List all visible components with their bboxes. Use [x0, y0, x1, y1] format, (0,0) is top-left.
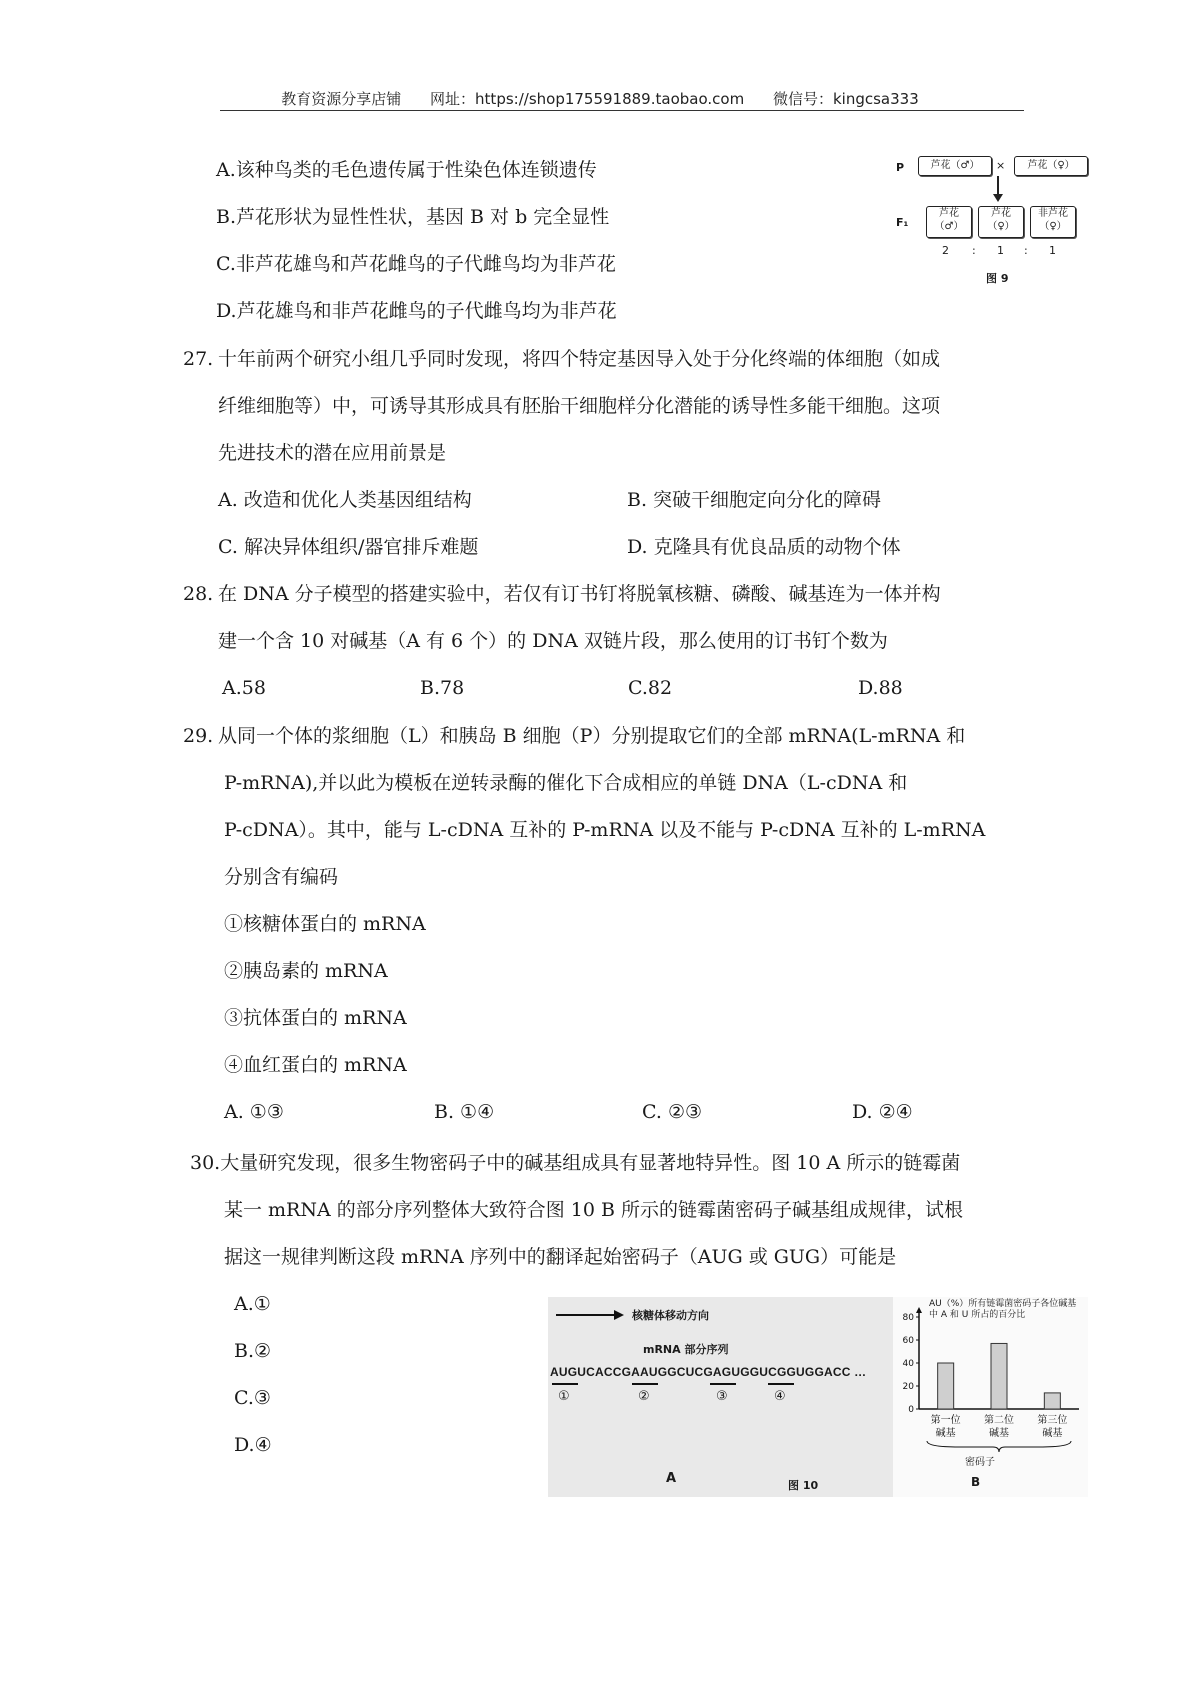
chart-bar [991, 1343, 1007, 1409]
q27-option-b: B. 突破干细胞定向分化的障碍 [627, 489, 882, 511]
q28-option-b: B.78 [420, 677, 465, 699]
fig9-ratio-sep-1: : [972, 244, 976, 257]
fig9-ratio-1: 2 [942, 244, 949, 257]
chart-title: AU（%）所有链霉菌密码子各位碱基中 A 和 U 所占的百分比 [929, 1299, 1077, 1320]
q27-line-1: 十年前两个研究小组几乎同时发现，将四个特定基因导入处于分化终端的体细胞（如成 [218, 348, 941, 370]
q29-option-d: D. ②④ [852, 1101, 913, 1123]
fig9-down-arrow-icon [988, 174, 1008, 204]
chart-x-label: 密码子 [965, 1457, 995, 1468]
fig10-codon-underline-2 [632, 1383, 658, 1385]
q30-line-3: 据这一规律判断这段 mRNA 序列中的翻译起始密码子（AUG 或 GUG）可能是 [224, 1246, 897, 1268]
chart-category-label: 第一位 [930, 1415, 961, 1426]
chart-category-label-line2: 碱基 [989, 1428, 1009, 1439]
q29-option-a: A. ①③ [224, 1101, 284, 1123]
fig9-child-2-top: 芦花 [991, 208, 1011, 219]
fig9-caption: 图 9 [986, 272, 1009, 285]
fig10-panel-a-label: A [666, 1471, 677, 1486]
chart-y-tick-label: 20 [902, 1382, 914, 1392]
fig10-panel-b [893, 1297, 1088, 1497]
fig9-parent-female: 芦花（♀） [1014, 156, 1088, 176]
chart-bar [938, 1363, 954, 1409]
chart-y-tick-label: 40 [902, 1359, 914, 1369]
fig9-child-3 [1030, 206, 1076, 238]
q28-option-a: A.58 [222, 677, 266, 699]
q27-option-c: C. 解决异体组织/器官排斥难题 [218, 536, 479, 558]
fig10-mark-1: ① [558, 1389, 570, 1404]
chart-category-label-line2: 碱基 [1042, 1428, 1063, 1439]
q26-option-b: B.芦花形状为显性性状，基因 B 对 b 完全显性 [216, 206, 610, 228]
fig10-mark-3: ③ [716, 1389, 728, 1404]
fig9-child-2-bottom: （♀） [987, 221, 1015, 232]
q29-option-c: C. ②③ [642, 1101, 703, 1123]
fig9-parent-male: 芦花（♂） [918, 156, 992, 176]
header-wechat: 微信号：kingcsa333 [772, 90, 919, 108]
q30-line-1: 30.大量研究发现，很多生物密码子中的碱基组成具有显著地特异性。图 10 A 所示的链霉菌 [190, 1152, 961, 1174]
q29-line-1: 从同一个体的浆细胞（L）和胰岛 B 细胞（P）分别提取它们的全部 mRNA(L-mRNA 和 [218, 725, 966, 747]
fig9-child-2 [978, 206, 1024, 238]
q27-line-2: 纤维细胞等）中，可诱导其形成具有胚胎干细胞样分化潜能的诱导性多能干细胞。这项 [218, 395, 941, 417]
chart-y-tick-label: 0 [908, 1405, 914, 1415]
q28-option-d: D.88 [858, 677, 903, 699]
chart-y-axis-arrow-icon [916, 1307, 922, 1313]
q28-option-c: C.82 [628, 677, 673, 699]
ribosome-direction-arrow-icon [554, 1309, 626, 1321]
q29-item-1: ①核糖体蛋白的 mRNA [224, 913, 426, 935]
q28-line-1: 在 DNA 分子模型的搭建实验中，若仅有订书钉将脱氧核糖、磷酸、碱基连为一体并构 [218, 583, 941, 605]
chart-category-label: 第三位 [1037, 1415, 1068, 1426]
q30-line-2: 某一 mRNA 的部分序列整体大致符合图 10 B 所示的链霉菌密码子碱基组成规律，试根 [224, 1199, 964, 1221]
q29-item-2: ②胰岛素的 mRNA [224, 960, 388, 982]
fig10-mrna-sequence: AUGUCACCGAAUGGCUCGAGUGGUCGGUGGACC … [550, 1365, 867, 1379]
q30-option-a: A.① [234, 1293, 271, 1315]
q29-option-b: B. ①④ [434, 1101, 495, 1123]
q26-option-a: A.该种鸟类的毛色遗传属于性染色体连锁遗传 [216, 159, 597, 181]
figure-9 [896, 150, 1111, 285]
q27-option-a: A. 改造和优化人类基因组结构 [218, 489, 472, 511]
chart-y-tick-label: 80 [902, 1313, 914, 1323]
q30-option-b: B.② [234, 1340, 272, 1362]
fig9-f1-label: F₁ [896, 216, 909, 229]
chart-category-label-line2: 碱基 [935, 1428, 956, 1439]
fig9-cross-sign: × [996, 159, 1006, 172]
q27-line-3: 先进技术的潜在应用前景是 [218, 442, 447, 464]
q27-option-d: D. 克隆具有优良品质的动物个体 [627, 536, 901, 558]
fig9-child-1-top: 芦花 [939, 208, 959, 219]
page-header [0, 88, 1200, 109]
q27-number: 27. [183, 348, 214, 370]
header-url[interactable]: 网址：https://shop175591889.taobao.com [430, 90, 745, 108]
q30-option-d: D.④ [234, 1434, 272, 1456]
fig10-codon-underline-3 [710, 1383, 736, 1385]
fig10-mark-2: ② [638, 1389, 650, 1404]
fig9-p-label: P [896, 161, 905, 174]
fig9-child-3-top: 非芦花 [1038, 208, 1068, 219]
chart-category-brace [927, 1441, 1071, 1452]
q30-option-c: C.③ [234, 1387, 271, 1409]
figure-10 [548, 1297, 1088, 1497]
chart-y-tick-label: 60 [902, 1336, 914, 1346]
fig9-child-1 [926, 206, 972, 238]
q26-option-d: D.芦花雄鸟和非芦花雌鸟的子代雌鸟均为非芦花 [216, 300, 617, 322]
fig9-ratio-sep-2: : [1024, 244, 1028, 257]
q29-line-2: P-mRNA),并以此为模板在逆转录酶的催化下合成相应的单链 DNA（L-cDNA 和 [224, 772, 908, 794]
fig10-codon-underline-4 [768, 1383, 794, 1385]
fig10-sequence-title: mRNA 部分序列 [643, 1343, 729, 1356]
fig10-mark-4: ④ [774, 1389, 786, 1404]
fig10-panel-b-label: B [971, 1475, 981, 1489]
q28-line-2: 建一个含 10 对碱基（A 有 6 个）的 DNA 双链片段，那么使用的订书钉个数为 [218, 630, 888, 652]
fig9-ratio-2: 1 [997, 244, 1004, 257]
fig9-child-1-bottom: （♂） [934, 221, 964, 232]
header-shop: 教育资源分享店铺 [281, 90, 402, 108]
fig9-child-3-bottom: （♀） [1039, 221, 1067, 232]
q26-option-c: C.非芦花雄鸟和芦花雌鸟的子代雌鸟均为非芦花 [216, 253, 616, 275]
chart-bar [1044, 1393, 1060, 1409]
q29-item-4: ④血红蛋白的 mRNA [224, 1054, 407, 1076]
chart-category-label: 第二位 [984, 1415, 1014, 1426]
q29-line-3: P-cDNA）。其中，能与 L-cDNA 互补的 P-mRNA 以及不能与 P-cDNA 互补的 L-mRNA [224, 819, 986, 841]
fig10-caption: 图 10 [788, 1479, 819, 1492]
q29-number: 29. [183, 725, 214, 747]
fig9-ratio-3: 1 [1049, 244, 1056, 257]
q29-item-3: ③抗体蛋白的 mRNA [224, 1007, 407, 1029]
q28-number: 28. [183, 583, 214, 605]
fig10-arrow-label: 核糖体移动方向 [632, 1309, 709, 1322]
q29-line-4: 分别含有编码 [224, 866, 339, 888]
header-rule [220, 110, 1024, 111]
fig10-codon-underline-1 [552, 1383, 578, 1385]
